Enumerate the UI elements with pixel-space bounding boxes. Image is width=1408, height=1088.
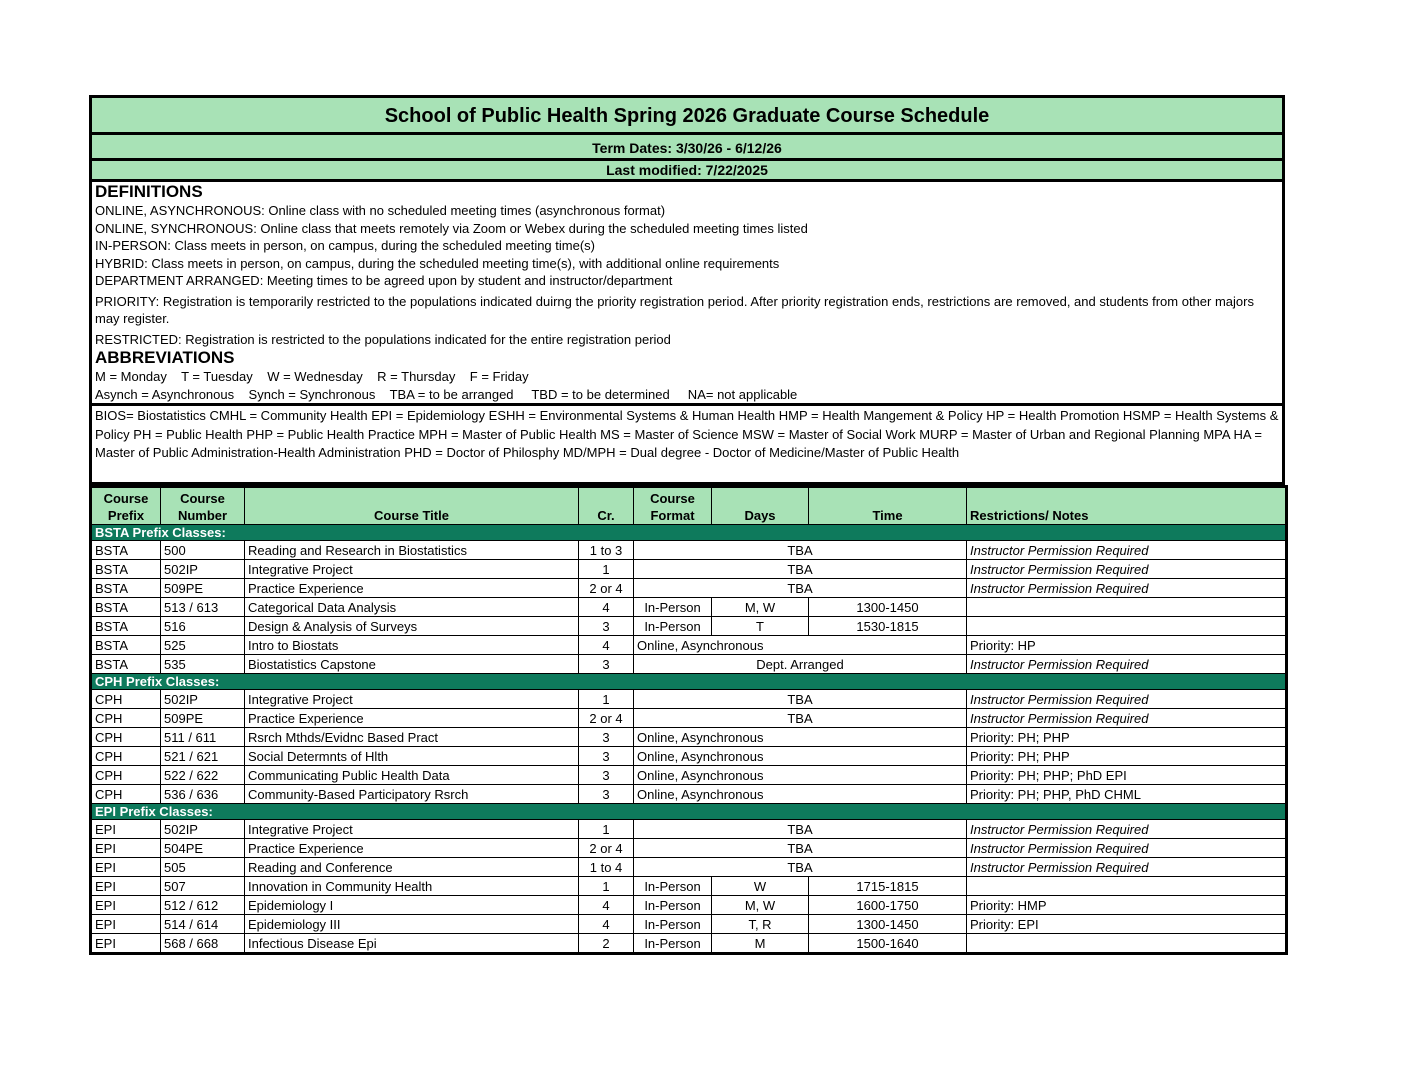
- course-time: 1530-1815: [809, 617, 967, 636]
- col-credits: Cr.: [579, 487, 634, 525]
- section-label: CPH Prefix Classes:: [91, 674, 1287, 690]
- table-row: [91, 785, 1287, 804]
- course-notes: Instructor Permission Required: [967, 820, 1287, 839]
- course-notes: [967, 598, 1287, 617]
- last-modified: Last modified: 7/22/2025: [89, 158, 1285, 179]
- course-credits: 4: [579, 636, 634, 655]
- course-prefix: EPI: [91, 820, 161, 839]
- term-dates: Term Dates: 3/30/26 - 6/12/26: [89, 132, 1285, 158]
- table-row: [91, 655, 1287, 674]
- course-prefix: BSTA: [91, 579, 161, 598]
- course-title: Epidemiology I: [245, 896, 579, 915]
- col-notes: Restrictions/ Notes: [967, 487, 1287, 525]
- course-time: 1715-1815: [809, 877, 967, 896]
- course-prefix: CPH: [91, 747, 161, 766]
- table-row: [91, 896, 1287, 915]
- course-schedule: TBA: [634, 839, 967, 858]
- course-credits: 1: [579, 690, 634, 709]
- col-title: Course Title: [245, 487, 579, 525]
- course-notes: Priority: PH; PHP, PhD CHML: [967, 785, 1287, 804]
- course-number: 509PE: [161, 709, 245, 728]
- definitions-box: [89, 179, 1285, 406]
- course-number: 502IP: [161, 690, 245, 709]
- course-schedule: TBA: [634, 560, 967, 579]
- col-prefix: Course Prefix: [91, 487, 161, 525]
- course-time: 1500-1640: [809, 934, 967, 954]
- course-days: M: [712, 934, 809, 954]
- course-notes: Priority: PH; PHP: [967, 747, 1287, 766]
- course-table: [89, 485, 1288, 955]
- course-credits: 2: [579, 934, 634, 954]
- table-row: [91, 598, 1287, 617]
- course-prefix: EPI: [91, 934, 161, 954]
- col-time: Time: [809, 487, 967, 525]
- table-row: [91, 820, 1287, 839]
- table-row: [91, 747, 1287, 766]
- table-header-row: [91, 487, 1287, 525]
- course-number: 507: [161, 877, 245, 896]
- course-title: Design & Analysis of Surveys: [245, 617, 579, 636]
- course-days: T: [712, 617, 809, 636]
- course-format: In-Person: [634, 877, 712, 896]
- section-label: BSTA Prefix Classes:: [91, 525, 1287, 541]
- course-notes: [967, 877, 1287, 896]
- course-title: Reading and Research in Biostatistics: [245, 541, 579, 560]
- course-schedule: TBA: [634, 820, 967, 839]
- course-notes: Priority: PH; PHP: [967, 728, 1287, 747]
- course-prefix: EPI: [91, 896, 161, 915]
- course-credits: 4: [579, 896, 634, 915]
- course-title: Social Determnts of Hlth: [245, 747, 579, 766]
- schedule-sheet: [89, 95, 1285, 955]
- table-row: [91, 579, 1287, 598]
- course-days: T, R: [712, 915, 809, 934]
- course-credits: 3: [579, 747, 634, 766]
- course-notes: Instructor Permission Required: [967, 839, 1287, 858]
- course-days: M, W: [712, 598, 809, 617]
- course-title: Practice Experience: [245, 579, 579, 598]
- course-days: M, W: [712, 896, 809, 915]
- course-notes: Instructor Permission Required: [967, 858, 1287, 877]
- course-notes: Priority: HMP: [967, 896, 1287, 915]
- course-title: Intro to Biostats: [245, 636, 579, 655]
- table-row: [91, 934, 1287, 954]
- course-prefix: CPH: [91, 766, 161, 785]
- course-number: 568 / 668: [161, 934, 245, 954]
- course-credits: 1: [579, 877, 634, 896]
- course-prefix: CPH: [91, 728, 161, 747]
- course-format: In-Person: [634, 896, 712, 915]
- course-prefix: EPI: [91, 839, 161, 858]
- table-row: [91, 858, 1287, 877]
- course-credits: 3: [579, 655, 634, 674]
- def-online-async: ONLINE, ASYNCHRONOUS: Online class with no scheduled meeting times (asynchronous format): [95, 203, 666, 218]
- table-row: [91, 541, 1287, 560]
- table-row: [91, 728, 1287, 747]
- def-online-sync: ONLINE, SYNCHRONOUS: Online class that meets remotely via Zoom or Webex during the scheduled meeting times listed: [95, 220, 808, 236]
- table-row: [91, 690, 1287, 709]
- course-title: Integrative Project: [245, 560, 579, 579]
- def-hybrid: HYBRID: Class meets in person, on campus, during the scheduled meeting time(s), with additional online requirements: [95, 255, 780, 271]
- course-title: Community-Based Participatory Rsrch: [245, 785, 579, 804]
- course-title: Practice Experience: [245, 839, 579, 858]
- course-time: 1300-1450: [809, 598, 967, 617]
- course-credits: 3: [579, 728, 634, 747]
- course-title: Integrative Project: [245, 820, 579, 839]
- course-title: Communicating Public Health Data: [245, 766, 579, 785]
- abbreviations-heading: ABBREVIATIONS: [95, 348, 235, 367]
- course-prefix: CPH: [91, 709, 161, 728]
- course-schedule: TBA: [634, 541, 967, 560]
- course-schedule: Dept. Arranged: [634, 655, 967, 674]
- course-credits: 1 to 3: [579, 541, 634, 560]
- course-title: Biostatistics Capstone: [245, 655, 579, 674]
- course-days: W: [712, 877, 809, 896]
- def-dept-arranged: DEPARTMENT ARRANGED: Meeting times to be agreed upon by student and instructor/department: [95, 273, 673, 288]
- course-prefix: BSTA: [91, 541, 161, 560]
- course-credits: 1: [579, 560, 634, 579]
- course-title: Innovation in Community Health: [245, 877, 579, 896]
- course-credits: 2 or 4: [579, 579, 634, 598]
- course-credits: 1 to 4: [579, 858, 634, 877]
- col-format: Course Format: [634, 487, 712, 525]
- table-row: [91, 766, 1287, 785]
- section-header: [91, 804, 1287, 820]
- course-prefix: BSTA: [91, 636, 161, 655]
- course-notes: Instructor Permission Required: [967, 690, 1287, 709]
- table-row: [91, 636, 1287, 655]
- course-credits: 3: [579, 785, 634, 804]
- course-number: 514 / 614: [161, 915, 245, 934]
- course-notes: Instructor Permission Required: [967, 560, 1287, 579]
- course-prefix: EPI: [91, 858, 161, 877]
- course-title: Epidemiology III: [245, 915, 579, 934]
- course-format: In-Person: [634, 915, 712, 934]
- course-number: 525: [161, 636, 245, 655]
- course-number: 511 / 611: [161, 728, 245, 747]
- course-format: Online, Asynchronous: [634, 785, 967, 804]
- course-notes: [967, 934, 1287, 954]
- course-number: 513 / 613: [161, 598, 245, 617]
- course-credits: 4: [579, 598, 634, 617]
- course-format: In-Person: [634, 934, 712, 954]
- course-title: Categorical Data Analysis: [245, 598, 579, 617]
- course-prefix: BSTA: [91, 598, 161, 617]
- course-prefix: EPI: [91, 877, 161, 896]
- course-format: Online, Asynchronous: [634, 766, 967, 785]
- course-number: 522 / 622: [161, 766, 245, 785]
- course-notes: Instructor Permission Required: [967, 579, 1287, 598]
- section-header: [91, 674, 1287, 690]
- course-title: Rsrch Mthds/Evidnc Based Pract: [245, 728, 579, 747]
- course-schedule: TBA: [634, 858, 967, 877]
- course-title: Practice Experience: [245, 709, 579, 728]
- course-number: 536 / 636: [161, 785, 245, 804]
- course-credits: 4: [579, 915, 634, 934]
- course-notes: Priority: HP: [967, 636, 1287, 655]
- section-header: [91, 525, 1287, 541]
- course-schedule: TBA: [634, 709, 967, 728]
- course-title: Integrative Project: [245, 690, 579, 709]
- course-notes: Instructor Permission Required: [967, 655, 1287, 674]
- course-schedule: TBA: [634, 690, 967, 709]
- course-credits: 3: [579, 617, 634, 636]
- course-format: In-Person: [634, 617, 712, 636]
- course-credits: 1: [579, 820, 634, 839]
- course-format: In-Person: [634, 598, 712, 617]
- course-notes: [967, 617, 1287, 636]
- course-number: 516: [161, 617, 245, 636]
- abbr-terms: Asynch = Asynchronous Synch = Synchronous TBA = to be arranged TBD = to be determined NA= not applicable: [95, 386, 798, 402]
- course-prefix: BSTA: [91, 655, 161, 674]
- table-row: [91, 877, 1287, 896]
- page-title: School of Public Health Spring 2026 Graduate Course Schedule: [89, 95, 1285, 132]
- course-title: Reading and Conference: [245, 858, 579, 877]
- course-credits: 2 or 4: [579, 839, 634, 858]
- course-format: Online, Asynchronous: [634, 747, 967, 766]
- course-format: Online, Asynchronous: [634, 728, 967, 747]
- course-number: 502IP: [161, 820, 245, 839]
- course-credits: 2 or 4: [579, 709, 634, 728]
- course-number: 505: [161, 858, 245, 877]
- course-notes: Instructor Permission Required: [967, 541, 1287, 560]
- course-notes: Priority: PH; PHP; PhD EPI: [967, 766, 1287, 785]
- definitions-heading: DEFINITIONS: [95, 182, 203, 201]
- def-restricted: RESTRICTED: Registration is restricted to the populations indicated for the entire registration period: [95, 331, 671, 347]
- course-number: 504PE: [161, 839, 245, 858]
- course-time: 1300-1450: [809, 915, 967, 934]
- course-prefix: EPI: [91, 915, 161, 934]
- course-rows: [91, 525, 1287, 954]
- course-prefix: BSTA: [91, 560, 161, 579]
- course-number: 502IP: [161, 560, 245, 579]
- table-row: [91, 839, 1287, 858]
- table-row: [91, 617, 1287, 636]
- course-prefix: CPH: [91, 785, 161, 804]
- course-format: Online, Asynchronous: [634, 636, 967, 655]
- program-abbreviations: BIOS= Biostatistics CMHL = Community Health EPI = Epidemiology ESHH = Environmental Systems & Human Health HMP = Health Mangement & Policy HP = Health Promotion HSMP = Health Systems & Policy PH = Public Health PHP = Public Health Practice MPH = Master of Public Health MS = Master of Science MSW = Master of Social Work MURP = Master of Urban and Regional Planning MPA HA = Master of Public Administration-Health Administration PHD = Doctor of Philosphy MD/MPH = Dual degree - Doctor of Medicine/Master of Public Health: [89, 406, 1285, 485]
- table-row: [91, 560, 1287, 579]
- course-notes: Instructor Permission Required: [967, 709, 1287, 728]
- course-notes: Priority: EPI: [967, 915, 1287, 934]
- course-number: 509PE: [161, 579, 245, 598]
- col-days: Days: [712, 487, 809, 525]
- course-time: 1600-1750: [809, 896, 967, 915]
- def-priority: PRIORITY: Registration is temporarily restricted to the populations indicated duirng the priority registration period. After priority registration ends, restrictions are removed, and students from other majors may register.: [95, 293, 1254, 326]
- course-number: 500: [161, 541, 245, 560]
- course-number: 512 / 612: [161, 896, 245, 915]
- table-row: [91, 709, 1287, 728]
- course-title: Infectious Disease Epi: [245, 934, 579, 954]
- course-prefix: BSTA: [91, 617, 161, 636]
- course-number: 521 / 621: [161, 747, 245, 766]
- course-number: 535: [161, 655, 245, 674]
- course-schedule: TBA: [634, 579, 967, 598]
- section-label: EPI Prefix Classes:: [91, 804, 1287, 820]
- course-prefix: CPH: [91, 690, 161, 709]
- def-in-person: IN-PERSON: Class meets in person, on campus, during the scheduled meeting time(s): [95, 238, 595, 253]
- course-credits: 3: [579, 766, 634, 785]
- col-number: Course Number: [161, 487, 245, 525]
- abbr-days: M = Monday T = Tuesday W = Wednesday R = Thursday F = Friday: [95, 369, 529, 384]
- table-row: [91, 915, 1287, 934]
